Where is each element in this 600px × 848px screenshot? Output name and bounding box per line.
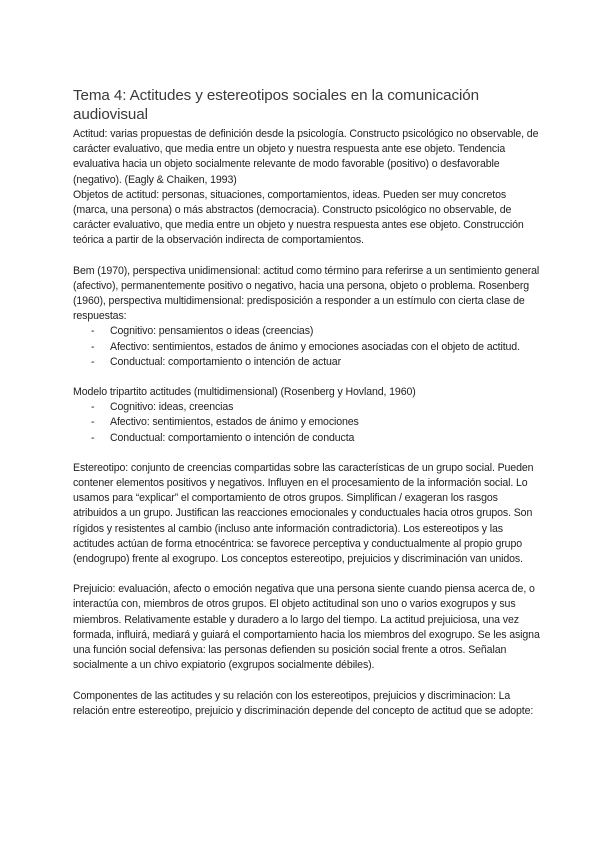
bem-rosenberg-paragraph: Bem (1970), perspectiva unidimensional: actitud como término para referirse a un sentimiento general (afectivo), permanentemente positivo o negativo, hacia una persona, objeto o problema. Rosenberg (1960), perspectiva multidimensional: predisposición a responder a un estímulo con cierta clase de respuestas: [73, 264, 540, 323]
response-types-list [73, 324, 543, 370]
paragraph-gap [73, 674, 543, 689]
paragraph-gap [73, 446, 543, 461]
estereotipo-paragraph: Estereotipo: conjunto de creencias compartidas sobre las características de un grupo social. Pueden contener elementos positivos y negativos. Influyen en el procesamiento de la información social. Lo usamos para “explicar” el comportamiento de otros grupos. Simplifican / exageran los rasgos atribuidos a un grupo. Justifican las reacciones emocionales y conductuales hacia otros grupos. Son rígidos y resistentes al cambio (incluso ante información contradictoria). Los estereotipos y las actitudes actúan de forma etnocéntrica: se favorece perceptiva y conductualmente al propio grupo (endogrupo) frente al exogrupo. Los conceptos estereotipo, prejuicios y discriminación van unidos. [73, 461, 534, 566]
paragraph-gap [73, 370, 543, 385]
componentes-paragraph: Componentes de las actitudes y su relación con los estereotipos, prejuicios y discriminacion: La relación entre estereotipo, prejuicio y discriminación depende del concepto de actitud que se adopte: [73, 689, 534, 717]
tripartite-model-heading: Modelo tripartito actitudes (multidimensional) (Rosenberg y Hovland, 1960) [73, 386, 416, 399]
paragraph-gap [73, 567, 543, 582]
list-item: - Cognitivo: pensamientos o ideas (creencias) [91, 324, 543, 339]
document-body [73, 127, 543, 719]
paragraph-gap [73, 249, 543, 264]
tripartite-model-list [73, 400, 543, 446]
document-title: Tema 4: Actitudes y estereotipos sociales en la comunicación audiovisual [73, 87, 479, 123]
list-item: - Afectivo: sentimientos, estados de ánimo y emociones asociadas con el objeto de actitud. [91, 340, 543, 355]
list-item: - Conductual: comportamiento o intención de conducta [91, 431, 543, 446]
prejuicio-paragraph: Prejuicio: evaluación, afecto o emoción negativa que una persona siente cuando piensa acerca de, o interactúa con, miembros de otros grupos. El objeto actitudinal son uno o varios exogrupos y sus miembros. Relativamente estable y duradero a lo largo del tiempo. La actitud prejuiciosa, una vez formada, influirá, mediará y guiará el comportamiento hacia los miembros del exogrupo. Se les asigna una función social defensiva: las personas defienden su posición social frente a otros. Señalan socialmente a un chivo expiatorio (exgrupos socialmente débiles). [73, 583, 540, 672]
objetos-definition: Objetos de actitud: personas, situaciones, comportamientos, ideas. Pueden ser muy concretos (marca, una persona) o más abstractos (democracia). Constructo psicológico no observable, de carácter evaluativo, que media entre un objeto y nuestra respuesta antes ese objeto. Construcción teórica a partir de la observación indirecta de comportamientos. [73, 188, 524, 247]
actitud-definition: Actitud: varias propuestas de definición desde la psicología. Constructo psicológico no observable, de carácter evaluativo, que media entre un objeto y nuestra respuesta ante ese objeto. Tendencia evaluativa hacia un objeto socialmente relevante de modo favorable (positivo) o desfavorable (negativo). (Eagly & Chaiken, 1993) [73, 128, 539, 186]
list-item: - Afectivo: sentimientos, estados de ánimo y emociones [91, 415, 543, 430]
list-item: - Conductual: comportamiento o intención de actuar [91, 355, 543, 370]
list-item: - Cognitivo: ideas, creencias [91, 400, 543, 415]
